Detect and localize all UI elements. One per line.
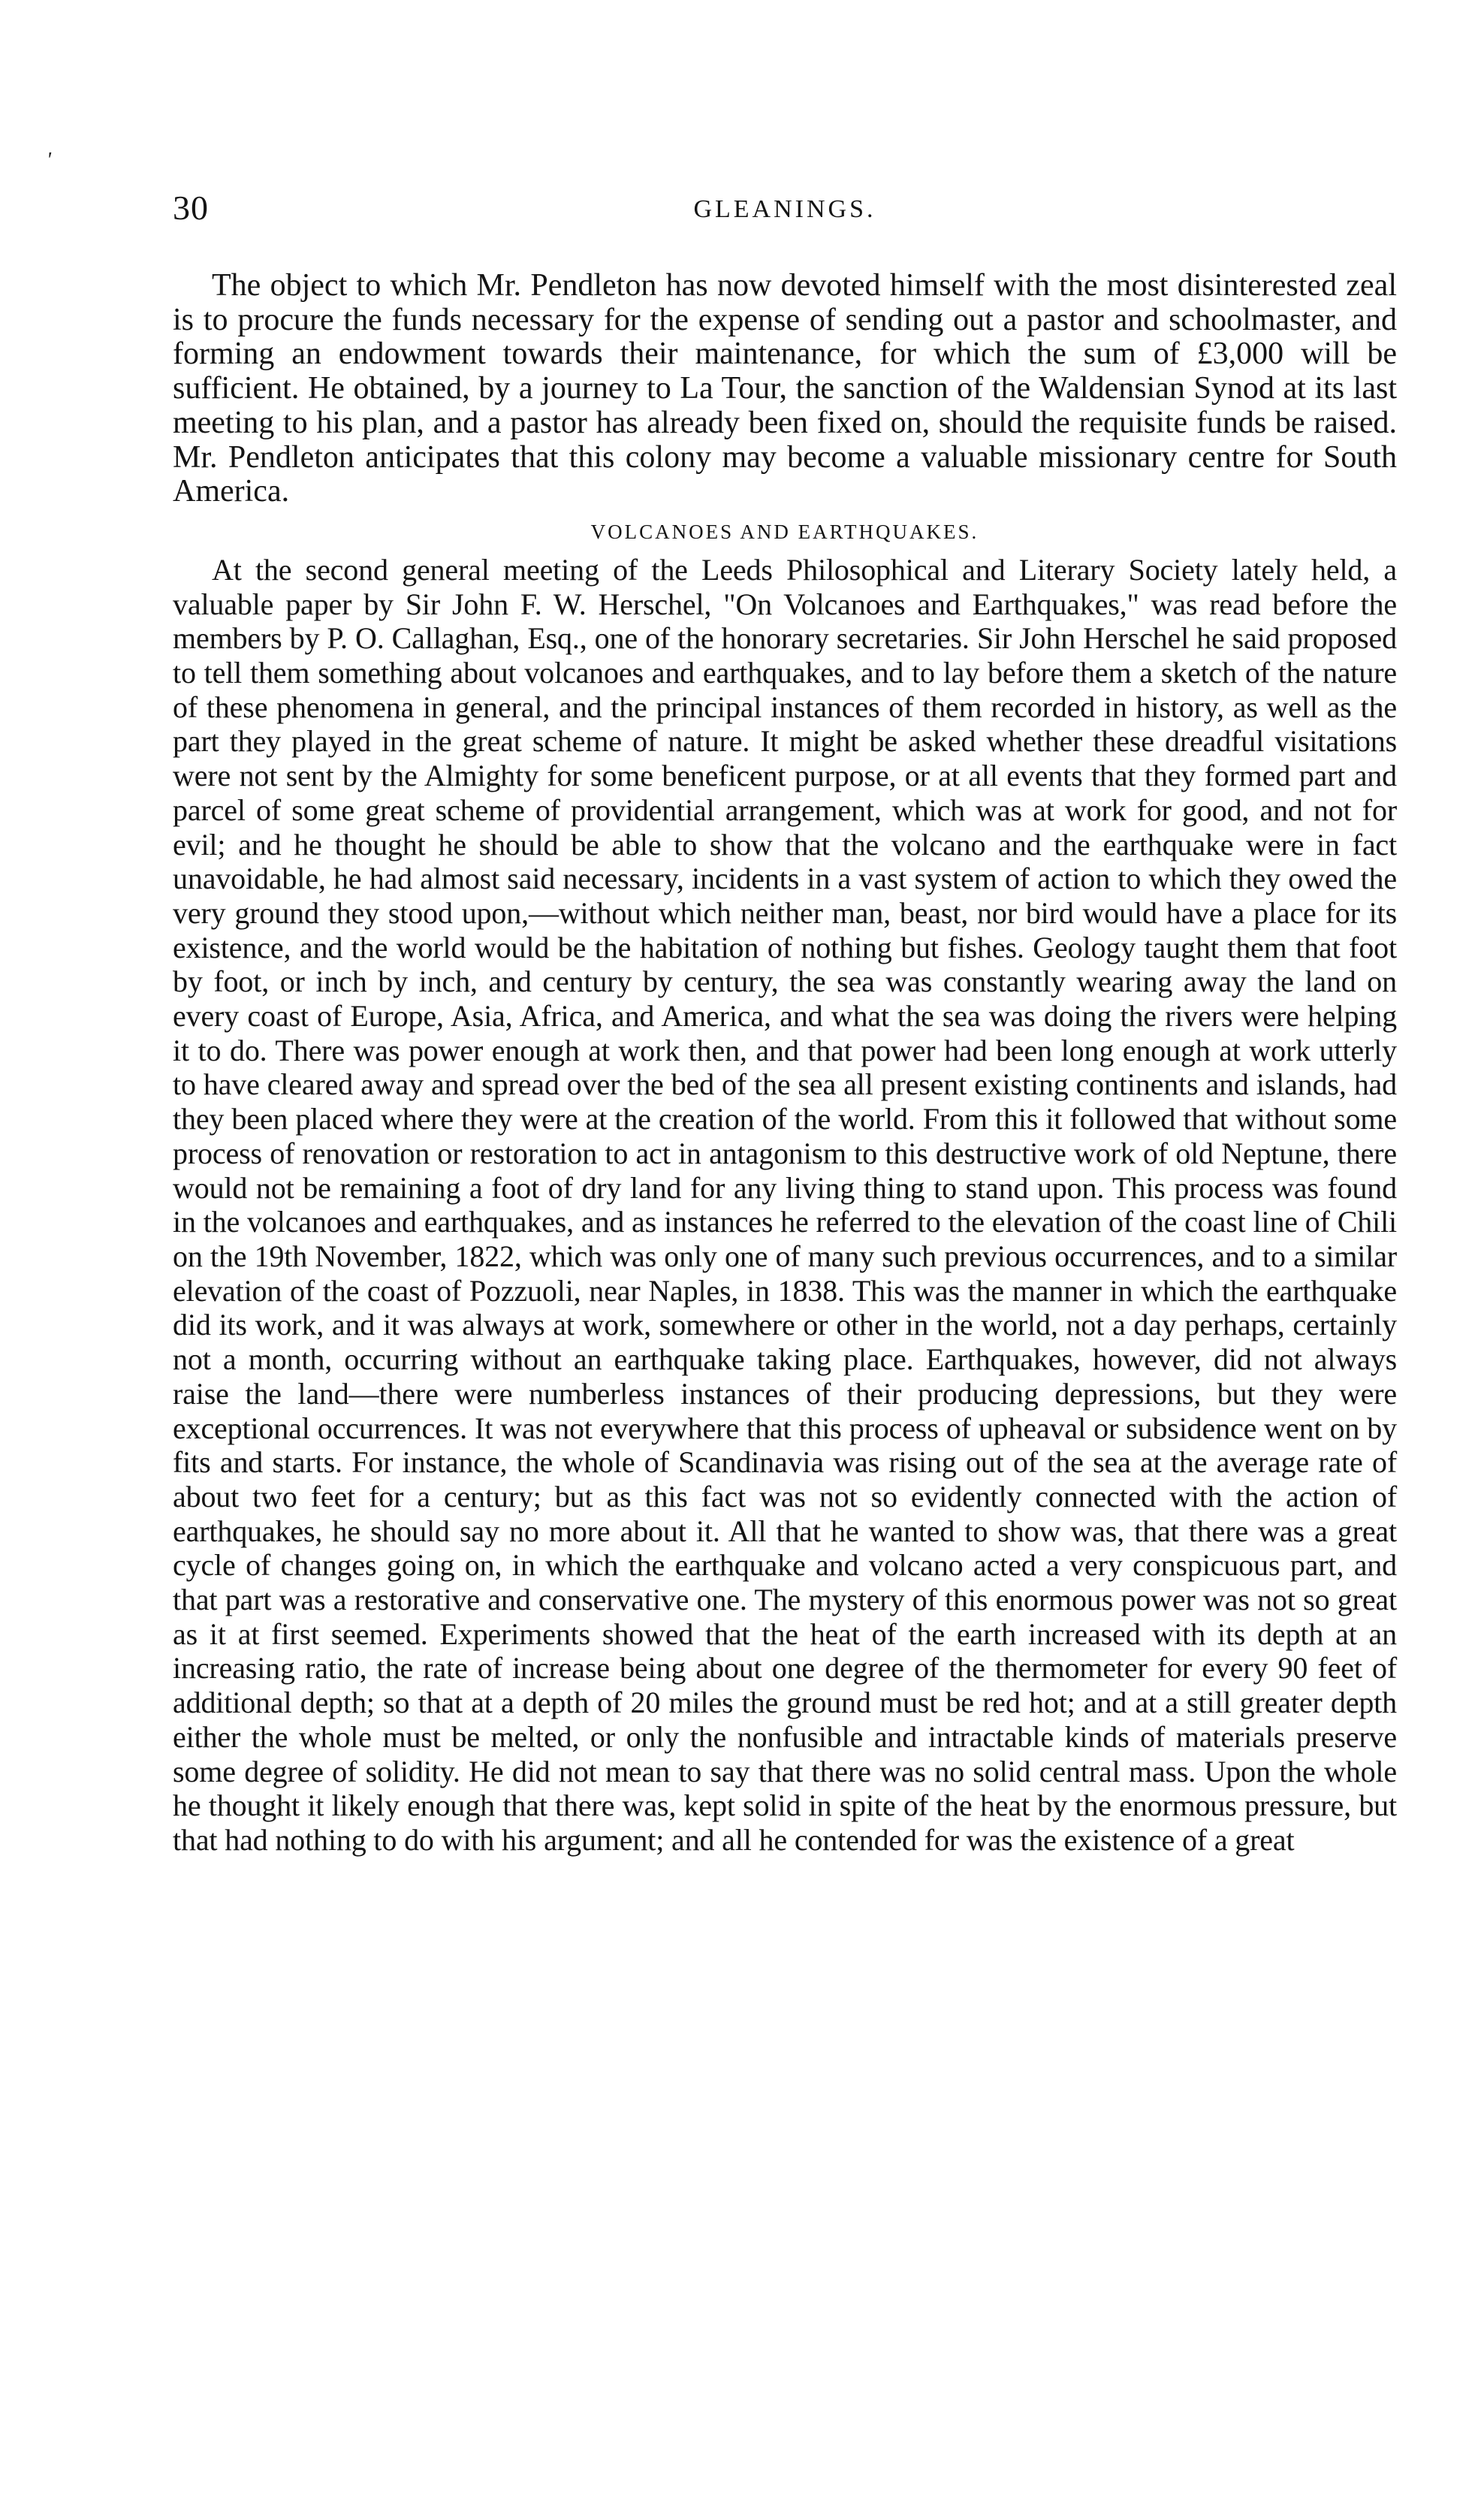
running-title: GLEANINGS. — [693, 195, 876, 223]
article-body — [173, 269, 1397, 1858]
section-heading: VOLCANOES AND EARTHQUAKES. — [590, 520, 979, 543]
running-head — [173, 188, 1397, 240]
intro-paragraph: The object to which Mr. Pendleton has now devoted himself with the most disinterested zeal is to procure the funds necessary for the expense of sending out a pastor and schoolmaster, and forming an endowment towards their maintenance, for which the sum of £3,000 will be sufficient. He obtained, by a journey to La Tour, the sanction of the Waldensian Synod at its last meeting to his plan, and a pastor has already been fixed on, should the requisite funds be raised. Mr. Pendleton anticipates that this colony may become a valuable missionary centre for South America. — [173, 268, 1397, 509]
volcanoes-paragraph: At the second general meeting of the Leeds Philosophical and Literary Society lately held, a valuable paper by Sir John F. W. Herschel, "On Volcanoes and Earthquakes," was read before the members by P. O. Callaghan, Esq., one of the honorary secretaries. Sir John Herschel he said proposed to tell them something about volcanoes and earthquakes, and to lay before them a sketch of the nature of these phenomena in general, and the principal instances of them recorded in history, as well as the part they played in the great scheme of nature. It might be asked whether these dreadful visitations were not sent by the Almighty for some beneficent purpose, or at all events that they formed part and parcel of some great scheme of providential arrangement, which was at work for good, and not for evil; and he thought he should be able to show that the volcano and the earthquake were in fact unavoidable, he had almost said necessary, incidents in a vast system of action to which they owed the very ground they stood upon,—without which neither man, beast, nor bird would have a place for its existence, and the world would be the habitation of nothing but fishes. Geology taught them that foot by foot, or inch by inch, and century by century, the sea was constantly wearing away the land on every coast of Europe, Asia, Africa, and America, and what the sea was doing the rivers were helping it to do. There was power enough at work then, and that power had been long enough at work utterly to have cleared away and spread over the bed of the sea all present existing continents and islands, had they been placed where they were at the creation of the world. From this it followed that without some process of renovation or restoration to act in antagonism to this destructive work of old Neptune, there would not be remaining a foot of dry land for any living thing to stand upon. This process was found in the volcanoes and earthquakes, and as instances he referred to the elevation of the coast line of Chili on the 19th November, 1822, which was only one of many such previous occurrences, and to a similar elevation of the coast of Pozzuoli, near Naples, in 1838. This was the manner in which the earthquake did its work, and it was always at work, somewhere or other in the world, not a day perhaps, certainly not a month, occurring without an earthquake taking place. Earthquakes, however, did not always raise the land—there were numberless instances of their producing depressions, but they were exceptional occurrences. It was not everywhere that this process of upheaval or subsidence went on by fits and starts. For instance, the whole of Scandinavia was rising out of the sea at the average rate of about two feet for a century; but as this fact was not so evidently connected with the action of earthquakes, he should say no more about it. All that he wanted to show was, that there was a great cycle of changes going on, in which the earthquake and volcano acted a very conspicuous part, and that part was a restorative and conservative one. The mystery of this enormous power was not so great as it at first seemed. Experiments showed that the heat of the earth increased with its depth at an increasing ratio, the rate of increase being about one degree of the thermometer for every 90 feet of additional depth; so that at a depth of 20 miles the ground must be red hot; and at a still greater depth either the whole must be melted, or only the nonfusible and intractable kinds of materials preserve some degree of solidity. He did not mean to say that there was no solid central mass. Upon the whole he thought it likely enough that there was, kept solid in spite of the heat by the enormous pressure, but that had nothing to do with his argument; and all he contended for was the existence of a great — [173, 552, 1397, 1857]
page-number: 30 — [173, 189, 209, 227]
stray-print-mark: ' — [47, 149, 51, 172]
